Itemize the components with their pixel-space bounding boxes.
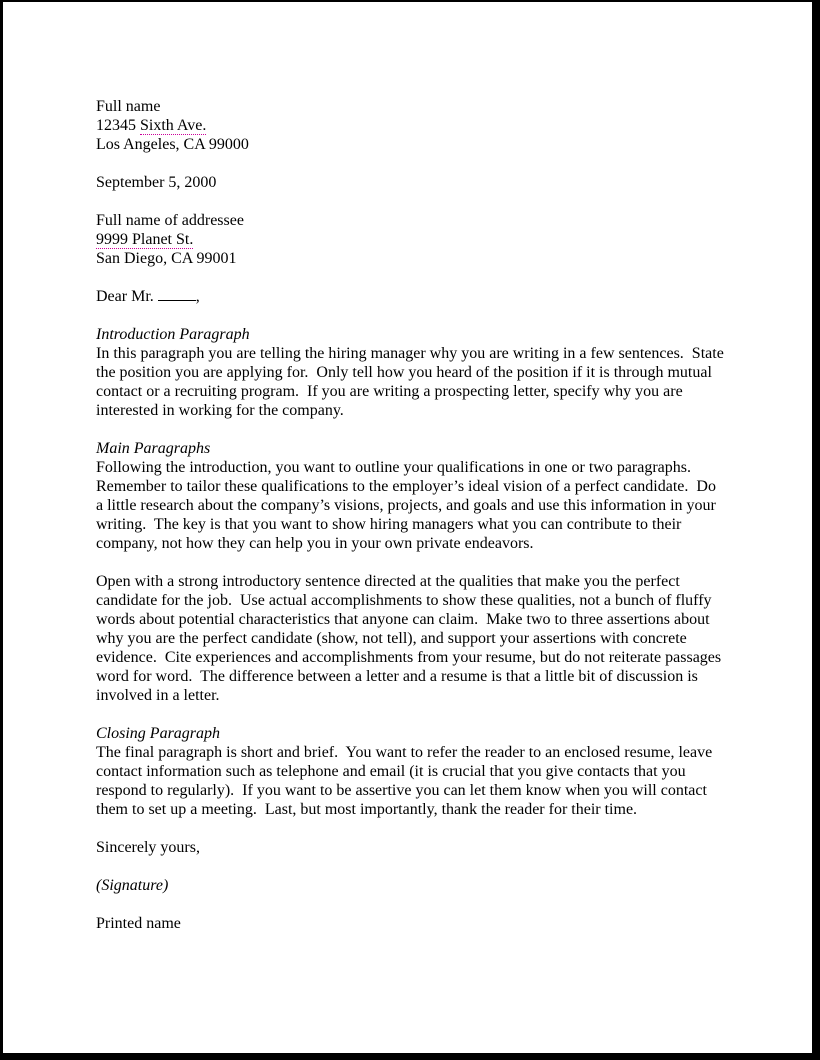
section-heading: Main Paragraphs (96, 440, 211, 457)
paragraph: Open with a strong introductory sentence directed at the qualities that make you the perfect candidate for the job. Use actual accomplishments to show these qualities, not a bunch of fluffy words about potential characteristics that anyone can claim. Make two to three assertions about why you are the perfect candidate (show, not tell), and support your assertions with concrete evidence. Cite experiences and accomplishments from your resume, but do not reiterate passages word for word. The difference between a letter and a resume is that a little bit of discussion is involved in a letter. (96, 573, 726, 704)
section-heading: Introduction Paragraph (96, 326, 250, 343)
date-line (96, 173, 724, 192)
salutation-suffix: , (195, 288, 200, 305)
sender-street-number: 12345 (96, 117, 140, 134)
recipient-name: Full name of addressee (96, 212, 244, 229)
valediction-line (96, 838, 724, 857)
salutation-blank-line (158, 287, 196, 301)
spellcheck-flagged-text: Sixth Ave. (140, 117, 207, 134)
section-introduction (96, 325, 728, 420)
valediction: Sincerely yours, (96, 839, 200, 856)
section-heading: Closing Paragraph (96, 725, 221, 742)
printed-name-block (96, 914, 724, 933)
section-main-paragraph-2 (96, 572, 724, 705)
letter-content (96, 97, 728, 933)
section-closing (96, 724, 724, 819)
signature-placeholder: (Signature) (96, 877, 169, 894)
recipient-street (96, 230, 724, 249)
recipient-city: San Diego, CA 99001 (96, 250, 237, 267)
printed-name: Printed name (96, 915, 181, 932)
paragraph: Following the introduction, you want to outline your qualifications in one or two paragraphs. Remember to tailor these qualifications to the employer’s ideal vision of a perfect candidate. Do a little research about the company’s visions, projects, and goals and use this information in your writing. The key is that you want to show hiring managers what you can contribute to their company, not how they can help you in your own private endeavors. (96, 459, 720, 552)
section-main (96, 439, 724, 553)
salutation-line (96, 287, 724, 306)
sender-city: Los Angeles, CA 99000 (96, 136, 249, 153)
recipient-address (96, 211, 724, 268)
sender-name: Full name (96, 98, 161, 115)
salutation-prefix: Dear Mr. (96, 288, 158, 305)
signature-block (96, 876, 724, 895)
paragraph: In this paragraph you are telling the hiring manager why you are writing in a few sentences. State the position you are applying for. Only tell how you heard of the position if it is through mutual contact or a recruiting program. If you are writing a prospecting letter, specify why you are interested in working for the company. (96, 345, 728, 419)
spellcheck-flagged-text: 9999 Planet St. (96, 231, 194, 248)
sender-street (96, 116, 724, 135)
sender-address (96, 97, 724, 154)
letter-date: September 5, 2000 (96, 174, 217, 191)
paragraph: The final paragraph is short and brief. You want to refer the reader to an enclosed resume, leave contact information such as telephone and email (it is crucial that you give contacts that you respond to regularly). If you want to be assertive you can let them know when you will contact them to set up a meeting. Last, but most importantly, thank the reader for their time. (96, 744, 717, 818)
